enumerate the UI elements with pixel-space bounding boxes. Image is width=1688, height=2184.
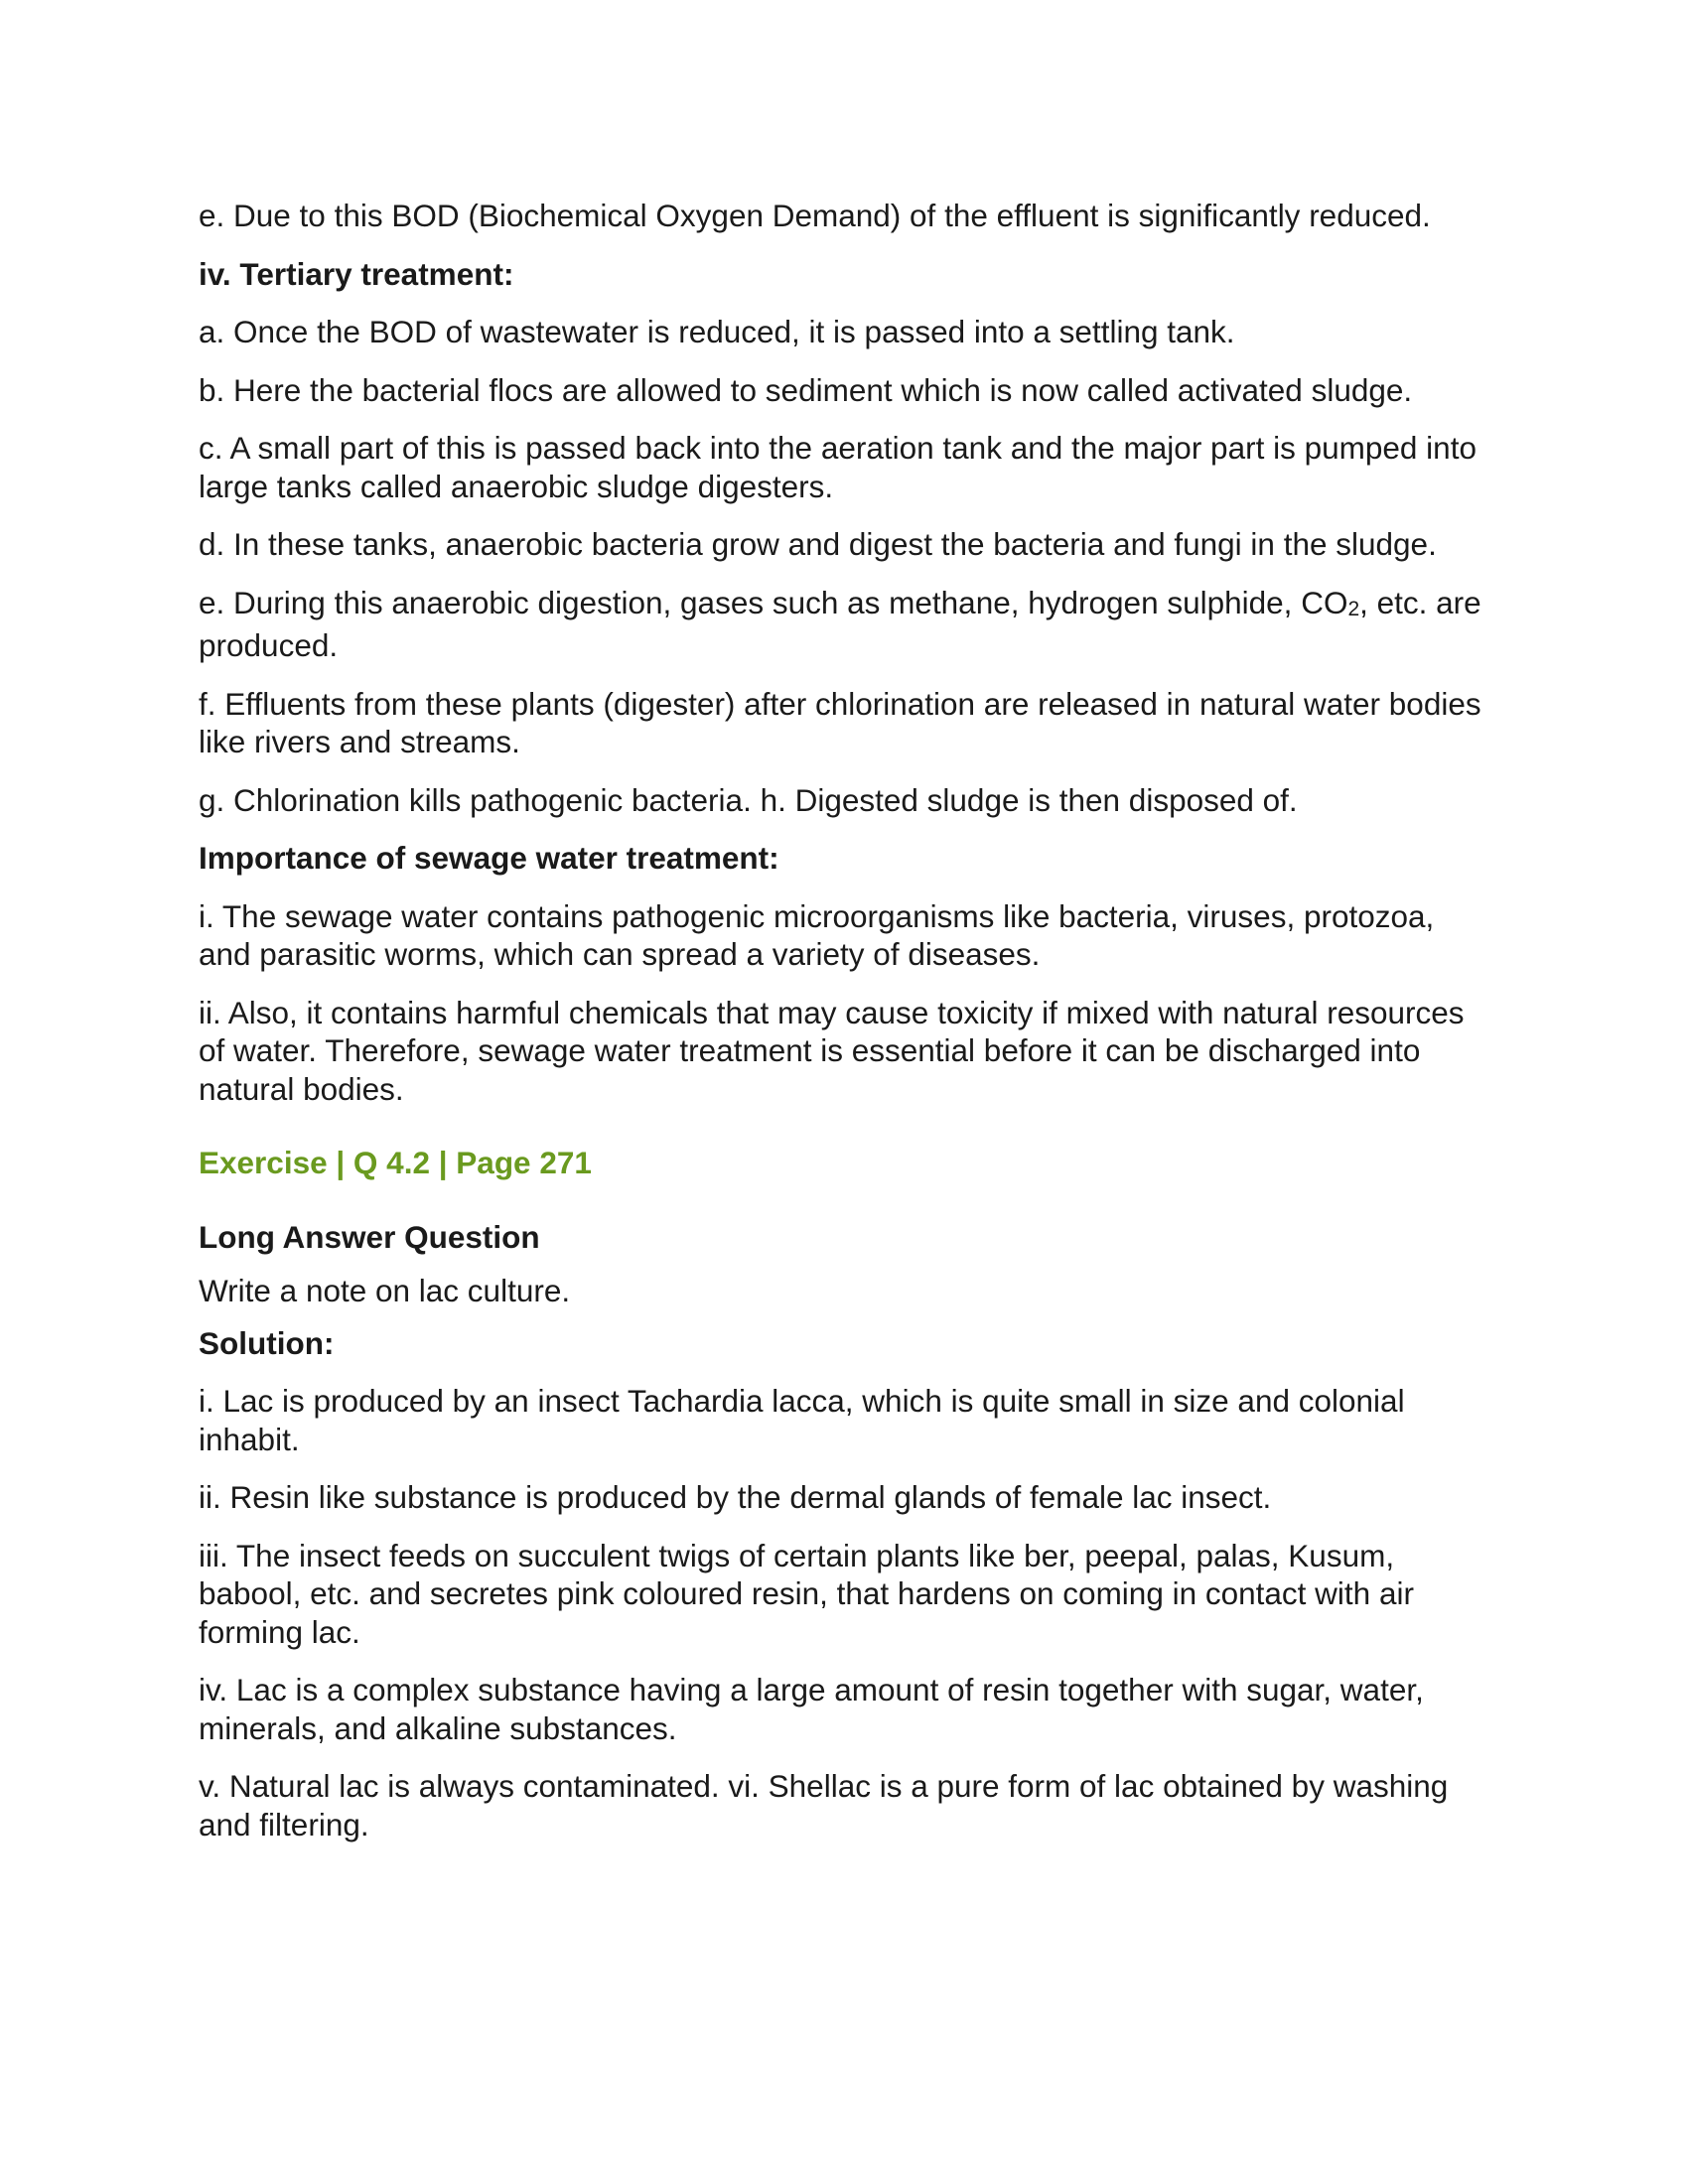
answer-point-v: v. Natural lac is always contaminated. vi. Shellac is a pure form of lac obtained by washing and filtering. — [199, 1768, 1449, 1843]
tertiary-treatment-heading: iv. Tertiary treatment: — [199, 255, 514, 292]
tertiary-point-c: c. A small part of this is passed back into the aeration tank and the major part is pumped into large tanks called anaerobic sludge digesters. — [199, 430, 1477, 504]
tertiary-point-e — [199, 584, 1489, 665]
tertiary-point-a: a. Once the BOD of wastewater is reduced, it is passed into a settling tank. — [199, 314, 1235, 349]
importance-heading: Importance of sewage water treatment: — [199, 840, 779, 876]
answer-point-i: i. Lac is produced by an insect Tachardia lacca, which is quite small in size and colonial inhabit. — [199, 1383, 1405, 1457]
tertiary-point-b: b. Here the bacterial flocs are allowed to sediment which is now called activated sludge. — [199, 371, 1413, 408]
exercise-reference: Exercise | Q 4.2 | Page 271 — [199, 1145, 592, 1180]
answer-point-iv: iv. Lac is a complex substance having a large amount of resin together with sugar, water, minerals, and alkaline substances. — [199, 1672, 1424, 1746]
tertiary-point-e-text: e. During this anaerobic digestion, gases such as methane, hydrogen sulphide, CO — [199, 584, 1348, 620]
tertiary-point-e-tail: , etc. are produced. — [199, 584, 1481, 663]
question-type-heading: Long Answer Question — [199, 1218, 540, 1255]
tertiary-point-g: g. Chlorination kills pathogenic bacteria. h. Digested sludge is then disposed of. — [199, 781, 1298, 818]
co2-subscript: 2 — [1347, 597, 1360, 620]
tertiary-point-f: f. Effluents from these plants (digester) after chlorination are released in natural water bodies like rivers and streams. — [199, 685, 1481, 759]
question-text: Write a note on lac culture. — [199, 1273, 571, 1308]
importance-point-ii: ii. Also, it contains harmful chemicals that may cause toxicity if mixed with natural resources of water. Therefore, sewage water treatment is essential before it can be discharged into natural bodies. — [199, 994, 1465, 1107]
document-page — [199, 197, 1489, 1863]
answer-point-iii: iii. The insect feeds on succulent twigs of certain plants like ber, peepal, palas, Kusum, babool, etc. and secretes pink coloured resin, that hardens on coming in contact with air forming lac. — [199, 1537, 1414, 1650]
secondary-treatment-point-e: e. Due to this BOD (Biochemical Oxygen Demand) of the effluent is significantly reduced. — [199, 198, 1431, 233]
importance-point-i: i. The sewage water contains pathogenic microorganisms like bacteria, viruses, protozoa, and parasitic worms, which can spread a variety of diseases. — [199, 897, 1435, 972]
solution-label: Solution: — [199, 1324, 335, 1361]
tertiary-point-d: d. In these tanks, anaerobic bacteria grow and digest the bacteria and fungi in the sludge. — [199, 526, 1437, 562]
answer-point-ii: ii. Resin like substance is produced by the dermal glands of female lac insect. — [199, 1479, 1272, 1515]
